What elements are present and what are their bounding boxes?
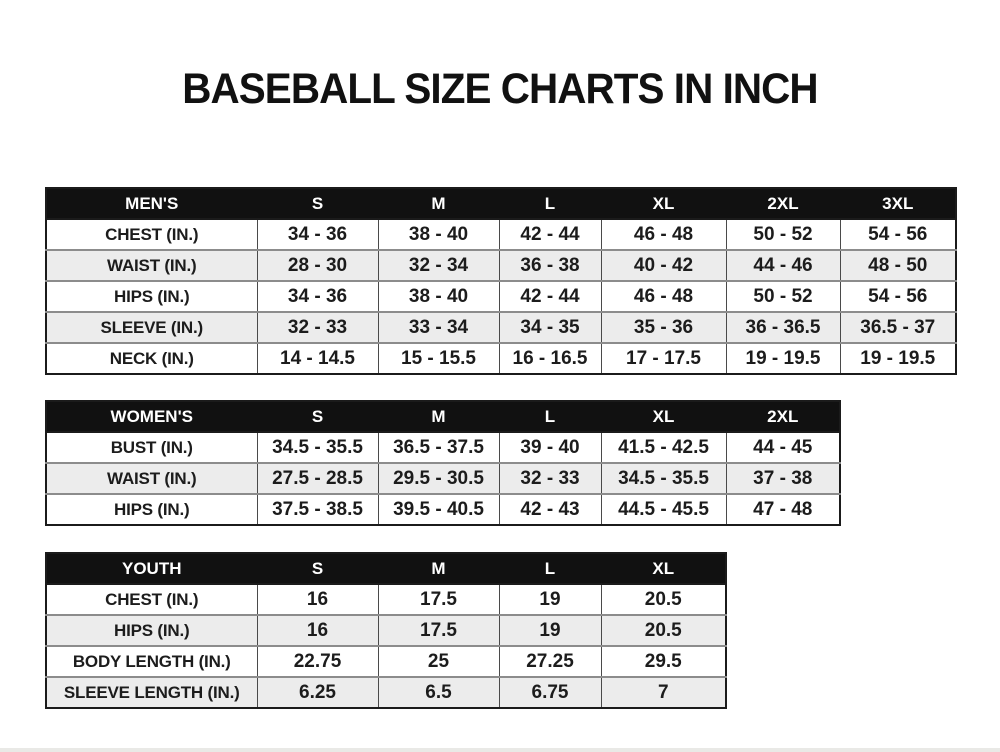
- size-value-cell: 47 - 48: [726, 494, 840, 525]
- size-column-header: M: [378, 188, 499, 219]
- size-value-cell: 37.5 - 38.5: [257, 494, 378, 525]
- size-column-header: M: [378, 553, 499, 584]
- size-value-cell: 50 - 52: [726, 281, 840, 312]
- size-value-cell: 36.5 - 37.5: [378, 432, 499, 463]
- size-value-cell: 38 - 40: [378, 281, 499, 312]
- size-column-header: S: [257, 553, 378, 584]
- size-column-header: L: [499, 188, 601, 219]
- size-value-cell: 37 - 38: [726, 463, 840, 494]
- size-value-cell: 19: [499, 615, 601, 646]
- size-value-cell: 27.5 - 28.5: [257, 463, 378, 494]
- size-value-cell: 42 - 44: [499, 281, 601, 312]
- size-value-cell: 19 - 19.5: [726, 343, 840, 374]
- size-value-cell: 32 - 33: [257, 312, 378, 343]
- size-value-cell: 6.75: [499, 677, 601, 708]
- size-value-cell: 7: [601, 677, 726, 708]
- size-column-header: 2XL: [726, 401, 840, 432]
- size-value-cell: 16: [257, 615, 378, 646]
- size-value-cell: 16 - 16.5: [499, 343, 601, 374]
- size-value-cell: 16: [257, 584, 378, 615]
- size-value-cell: 34.5 - 35.5: [601, 463, 726, 494]
- table-row: [46, 615, 726, 646]
- measurement-label-cell: HIPS (IN.): [46, 615, 257, 646]
- measurement-label-cell: NECK (IN.): [46, 343, 257, 374]
- size-value-cell: 41.5 - 42.5: [601, 432, 726, 463]
- size-value-cell: 27.25: [499, 646, 601, 677]
- size-value-cell: 32 - 33: [499, 463, 601, 494]
- measurement-label-cell: SLEEVE (IN.): [46, 312, 257, 343]
- table-row: [46, 677, 726, 708]
- size-value-cell: 6.5: [378, 677, 499, 708]
- size-value-cell: 29.5: [601, 646, 726, 677]
- measurement-label-cell: SLEEVE LENGTH (IN.): [46, 677, 257, 708]
- size-value-cell: 22.75: [257, 646, 378, 677]
- size-value-cell: 46 - 48: [601, 219, 726, 250]
- page-bottom-edge: [0, 748, 1000, 752]
- size-value-cell: 36 - 38: [499, 250, 601, 281]
- size-value-cell: 29.5 - 30.5: [378, 463, 499, 494]
- header-row: [46, 553, 726, 584]
- size-value-cell: 34.5 - 35.5: [257, 432, 378, 463]
- measurement-label-cell: HIPS (IN.): [46, 281, 257, 312]
- size-value-cell: 46 - 48: [601, 281, 726, 312]
- table-row: [46, 343, 956, 374]
- table-row: [46, 312, 956, 343]
- measurement-label-cell: HIPS (IN.): [46, 494, 257, 525]
- measurement-label-cell: WAIST (IN.): [46, 463, 257, 494]
- size-value-cell: 42 - 43: [499, 494, 601, 525]
- measurement-label-cell: WAIST (IN.): [46, 250, 257, 281]
- table-row: [46, 646, 726, 677]
- table-title-cell: MEN'S: [46, 188, 257, 219]
- size-value-cell: 17.5: [378, 584, 499, 615]
- title-block: [0, 66, 1000, 113]
- size-column-header: XL: [601, 553, 726, 584]
- page-title: BASEBALL SIZE CHARTS IN INCH: [182, 65, 818, 113]
- size-value-cell: 36 - 36.5: [726, 312, 840, 343]
- size-value-cell: 39 - 40: [499, 432, 601, 463]
- size-value-cell: 19: [499, 584, 601, 615]
- size-value-cell: 32 - 34: [378, 250, 499, 281]
- size-column-header: 3XL: [840, 188, 956, 219]
- youth-size-table: [45, 552, 727, 709]
- header-row: [46, 401, 840, 432]
- mens-size-table: [45, 187, 957, 375]
- size-value-cell: 54 - 56: [840, 281, 956, 312]
- measurement-label-cell: CHEST (IN.): [46, 584, 257, 615]
- size-value-cell: 15 - 15.5: [378, 343, 499, 374]
- size-column-header: XL: [601, 401, 726, 432]
- womens-size-table: [45, 400, 841, 526]
- size-value-cell: 6.25: [257, 677, 378, 708]
- size-value-cell: 17.5: [378, 615, 499, 646]
- size-value-cell: 39.5 - 40.5: [378, 494, 499, 525]
- measurement-label-cell: BODY LENGTH (IN.): [46, 646, 257, 677]
- size-value-cell: 28 - 30: [257, 250, 378, 281]
- table-row: [46, 219, 956, 250]
- size-value-cell: 40 - 42: [601, 250, 726, 281]
- size-value-cell: 33 - 34: [378, 312, 499, 343]
- size-value-cell: 19 - 19.5: [840, 343, 956, 374]
- size-value-cell: 35 - 36: [601, 312, 726, 343]
- size-column-header: S: [257, 401, 378, 432]
- measurement-label-cell: BUST (IN.): [46, 432, 257, 463]
- size-value-cell: 34 - 36: [257, 281, 378, 312]
- size-column-header: L: [499, 553, 601, 584]
- size-value-cell: 25: [378, 646, 499, 677]
- size-value-cell: 20.5: [601, 615, 726, 646]
- header-row: [46, 188, 956, 219]
- size-value-cell: 44.5 - 45.5: [601, 494, 726, 525]
- size-value-cell: 42 - 44: [499, 219, 601, 250]
- table-row: [46, 584, 726, 615]
- size-value-cell: 50 - 52: [726, 219, 840, 250]
- size-column-header: L: [499, 401, 601, 432]
- table-row: [46, 432, 840, 463]
- size-value-cell: 48 - 50: [840, 250, 956, 281]
- size-value-cell: 34 - 35: [499, 312, 601, 343]
- size-value-cell: 36.5 - 37: [840, 312, 956, 343]
- size-value-cell: 54 - 56: [840, 219, 956, 250]
- size-value-cell: 44 - 46: [726, 250, 840, 281]
- size-column-header: 2XL: [726, 188, 840, 219]
- size-value-cell: 20.5: [601, 584, 726, 615]
- table-row: [46, 281, 956, 312]
- table-title-cell: YOUTH: [46, 553, 257, 584]
- size-column-header: S: [257, 188, 378, 219]
- size-value-cell: 44 - 45: [726, 432, 840, 463]
- measurement-label-cell: CHEST (IN.): [46, 219, 257, 250]
- size-value-cell: 14 - 14.5: [257, 343, 378, 374]
- table-row: [46, 463, 840, 494]
- table-row: [46, 250, 956, 281]
- size-value-cell: 38 - 40: [378, 219, 499, 250]
- table-title-cell: WOMEN'S: [46, 401, 257, 432]
- table-row: [46, 494, 840, 525]
- size-value-cell: 17 - 17.5: [601, 343, 726, 374]
- size-column-header: M: [378, 401, 499, 432]
- size-value-cell: 34 - 36: [257, 219, 378, 250]
- size-column-header: XL: [601, 188, 726, 219]
